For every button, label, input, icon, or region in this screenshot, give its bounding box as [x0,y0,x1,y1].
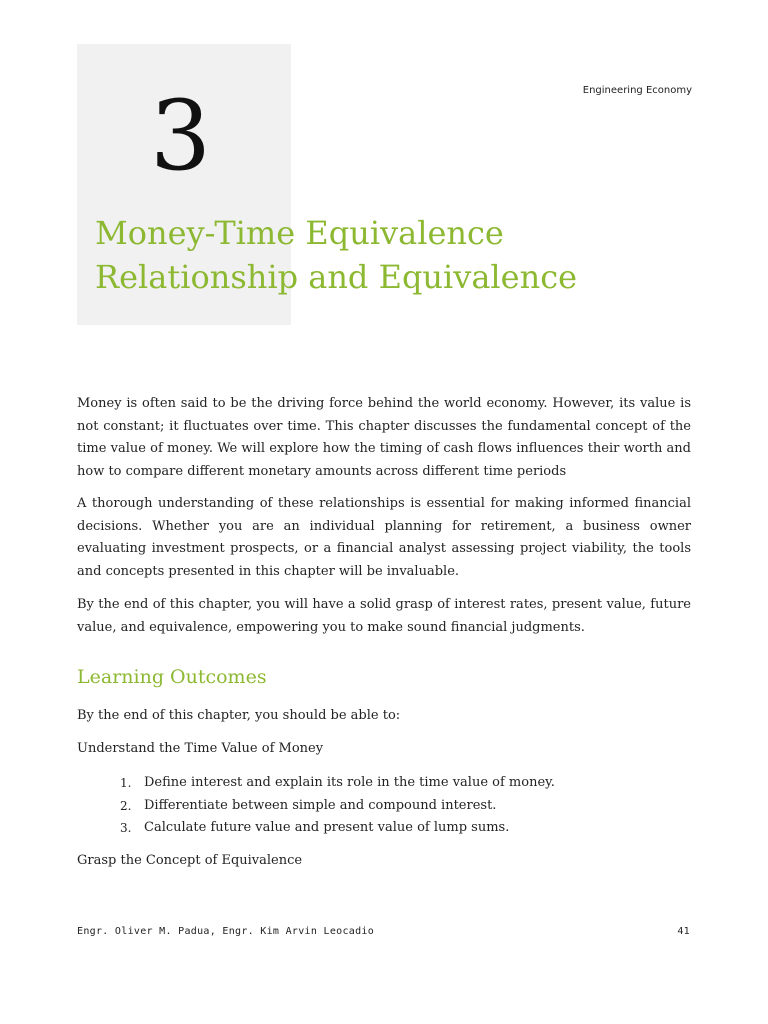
list-item-number: 2. [120,798,132,813]
outcome-group-title-2: Grasp the Concept of Equivalence [77,853,303,868]
running-header-title: Engineering Economy [582,85,692,96]
list-item-text: Differentiate between simple and compound interest. [144,797,497,813]
page-number: 41 [677,926,690,937]
list-item-number: 3. [120,821,132,835]
outcome-list [120,772,555,840]
chapter-number: 3 [150,80,212,192]
list-item [120,817,555,840]
chapter-title [95,211,577,299]
learning-outcomes-heading: Learning Outcomes [77,666,267,688]
learning-outcomes-intro: By the end of this chapter, you should be able to: [77,708,401,723]
intro-paragraph-1: Money is often said to be the driving force behind the world economy. However, its value is not constant; it fluctuates over time. This chapter discusses the fundamental concept of the time value of money. We will explore how the timing of cash flows influences their worth and how to compare different monetary amounts across different time periods [77,396,691,479]
list-item [120,772,555,795]
chapter-title-line-2: Relationship and Equivalence [95,258,578,296]
list-item-text: Calculate future value and present value of lump sums. [144,820,510,835]
list-item-number: 1. [120,776,132,790]
intro-paragraph-3: By the end of this chapter, you will have a solid grasp of interest rates, present value, future value, and equivalence, empowering you to make sound financial judgments. [77,597,691,635]
chapter-title-line-1: Money-Time Equivalence [95,214,504,252]
list-item-text: Define interest and explain its role in the time value of money. [144,775,555,790]
footer-authors: Engr. Oliver M. Padua, Engr. Kim Arvin Leocadio [77,926,375,937]
outcome-group-title-1: Understand the Time Value of Money [77,741,324,756]
intro-paragraph-2: A thorough understanding of these relationships is essential for making informed financial decisions. Whether you are an individual planning for retirement, a business owner evaluating investment prospects, or a financial analyst assessing project viability, the tools and concepts presented in this chapter will be invaluable. [77,496,691,579]
list-item [120,795,555,818]
